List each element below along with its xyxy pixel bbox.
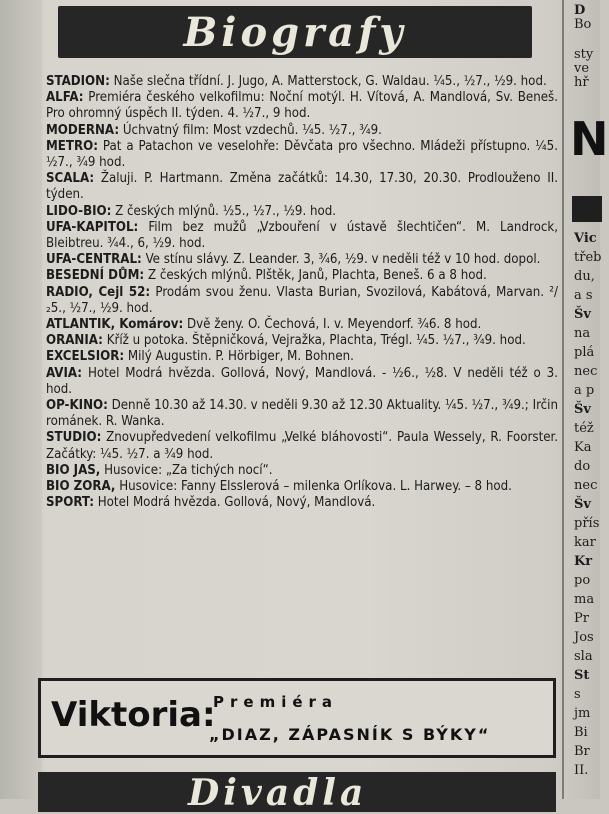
listing-text: Kříž u potoka. Štěpničková, Vejražka, Plachta, Trégl. ¼5. ½7., ¾9. hod. — [102, 333, 526, 349]
listing-entry — [46, 139, 558, 171]
adjacent-text-fragment: nec — [574, 478, 598, 493]
cinema-name: SPORT: — [46, 495, 94, 511]
adjacent-text-fragment: též — [574, 421, 594, 436]
adjacent-text-fragment: Br — [574, 744, 590, 759]
cinema-name: ORANIA: — [46, 333, 103, 349]
listing-entry — [46, 333, 558, 349]
listing-text: Ve stínu slávy. Z. Leander. 3, ¾6, ½9. v neděli též v 10 hod. dopol. — [141, 252, 541, 268]
listing-text: Milý Augustin. P. Hörbiger, M. Bohnen. — [124, 349, 354, 365]
adjacent-text-fragment: Šv — [574, 307, 591, 322]
listing-text: Hotel Modrá hvězda. Gollová, Nový, Mandlová. - ½6., ½8. V neděli též o 3. hod. — [46, 365, 558, 397]
listing-text: Prodám svou ženu. Vlasta Burian, Svozilová, Kabátová, Marvan. ²/₂5., ½7., ½9. hod. — [46, 284, 559, 316]
adjacent-text-fragment: Šv — [574, 497, 591, 512]
listing-entry — [46, 479, 558, 495]
cinema-listings — [46, 74, 558, 511]
adjacent-text-fragment: II. — [574, 763, 589, 778]
adjacent-text-fragment: přís — [574, 516, 600, 531]
adjacent-text-fragment: ve — [574, 61, 590, 76]
listing-entry — [46, 220, 558, 252]
listing-text: Naše slečna třídní. J. Jugo, A. Matterstock, G. Waldau. ¼5., ½7., ½9. hod. — [109, 74, 547, 89]
adjacent-text-fragment: Jos — [574, 630, 594, 645]
listing-entry — [46, 366, 558, 398]
next-section-banner — [38, 772, 556, 812]
cinema-name: OP-KINO: — [46, 398, 108, 414]
cinema-name: BIO JAS, — [46, 462, 101, 478]
listing-text: Z českých mlýnů. Plštěk, Janů, Plachta, Beneš. 6 a 8 hod. — [144, 268, 487, 284]
adjacent-text-fragment: Šv — [574, 402, 591, 417]
listing-text: Dvě ženy. O. Čechová, I. v. Meyendorf. ¾6. 8 hod. — [183, 317, 482, 333]
cinema-name: ATLANTIK, Komárov: — [46, 317, 184, 333]
listing-entry — [46, 463, 558, 479]
listing-text: Premiéra českého velkofilmu: Noční motýl. H. Vítová, A. Mandlová, Sv. Beneš. Pro ohromný úspěch II. týden. 4. ½7., 9 hod. — [46, 90, 558, 122]
column-rule — [562, 0, 564, 799]
listing-text: Husovice: „Za tichých nocí“. — [100, 462, 273, 478]
listing-text: Pat a Patachon ve veselohře: Děvčata pro všechno. Mládeži přístupno. ¼5. ½7., ¾9 hod. — [46, 138, 558, 171]
cinema-name: RADIO, Cejl 52: — [46, 284, 151, 300]
adjacent-text-fragment: po — [574, 573, 591, 588]
viktoria-advert — [38, 678, 556, 758]
adjacent-text-fragment: D — [574, 3, 586, 18]
listing-text: Hotel Modrá hvězda. Gollová, Nový, Mandlová. — [93, 495, 376, 511]
cinema-name: EXCELSIOR: — [46, 349, 125, 365]
listing-entry — [46, 317, 558, 333]
next-section-title: Divadla — [188, 772, 368, 814]
adjacent-text-fragment: a s — [574, 288, 593, 303]
cinema-name: UFA-CENTRAL: — [46, 252, 142, 268]
adjacent-text-fragment: du, — [574, 269, 595, 284]
cinema-name: STUDIO: — [46, 430, 102, 446]
listing-entry — [46, 268, 558, 284]
adjacent-text-fragment: sty — [574, 47, 594, 62]
cinema-name: SCALA: — [46, 171, 95, 187]
cinema-name: ALFA: — [46, 90, 84, 106]
advert-film-title: „DIAZ, ZÁPASNÍK S BÝKY“ — [209, 725, 491, 744]
listing-entry — [46, 74, 558, 90]
listing-entry — [46, 204, 558, 220]
adjacent-text-fragment: Bo — [574, 17, 592, 32]
listing-entry — [46, 252, 558, 268]
adjacent-text-fragment: kar — [574, 535, 596, 550]
listing-entry — [46, 430, 558, 462]
cinema-name: AVIA: — [46, 365, 83, 381]
listing-text: Husovice: Fanny Elsslerová – milenka Orlíkova. L. Harwey. – 8 hod. — [115, 479, 512, 495]
adjacent-text-fragment: plá — [574, 345, 595, 360]
listing-entry — [46, 495, 558, 511]
adjacent-text-fragment: jm — [574, 706, 591, 721]
cinema-name: METRO: — [46, 138, 98, 154]
cinema-name: STADION: — [46, 74, 110, 89]
adjacent-text-fragment: Bi — [574, 725, 588, 740]
adjacent-text-fragment: a p — [574, 383, 595, 398]
adjacent-text-fragment: Pr — [574, 611, 589, 626]
adjacent-text-fragment: sla — [574, 649, 593, 664]
advert-cinema-name: Viktoria: — [51, 695, 216, 735]
adjacent-text-fragment: nec — [574, 364, 598, 379]
listing-entry — [46, 171, 558, 203]
adjacent-text-fragment: hř — [574, 75, 589, 90]
listing-text: Denně 10.30 až 14.30. v neděli 9.30 až 12.30 Aktuality. ¼5. ½7., ¾9.; Irčin románek. R. Wanka. — [46, 398, 558, 430]
adjacent-text-fragment: třeb — [574, 250, 602, 265]
listing-text: Z českých mlýnů. ½5., ½7., ½9. hod. — [111, 203, 337, 219]
adjacent-text-fragment: s — [574, 687, 581, 702]
listing-entry — [46, 90, 558, 122]
adjacent-text-fragment: Ka — [574, 440, 592, 455]
listing-entry — [46, 123, 558, 139]
listing-text: Film bez mužů „Vzbouření v ústavě šlechtičen“. M. Landrock, Bleibtreu. ¾4., 6, ½9. hod. — [46, 219, 558, 252]
listing-text: Úchvatný film: Most vzdechů. ¼5. ½7., ¾9. — [119, 122, 382, 138]
cinema-name: UFA-KAPITOL: — [46, 219, 139, 235]
adjacent-text-fragment: na — [574, 326, 591, 341]
advert-label: Premiéra — [213, 693, 339, 711]
listing-text: Žaluji. P. Hartmann. Změna začátků: 14.30, 17.30, 20.30. Prodlouženo II. týden. — [46, 171, 558, 203]
cinema-name: BIO ZORA, — [46, 479, 116, 495]
section-title: Biografy — [183, 8, 407, 56]
adjacent-text-fragment: Kr — [574, 554, 593, 569]
adjacent-text-fragment: ma — [574, 592, 595, 607]
adjacent-headline-letter: N — [570, 112, 609, 166]
listing-entry — [46, 398, 558, 430]
listing-entry — [46, 285, 558, 317]
cinema-name: LIDO-BIO: — [46, 203, 112, 219]
listing-text: Znovupředvedení velkofilmu „Velké bláhovosti“. Paula Wessely, R. Foorster. Začátky: ¼5. ½7. a ¾9 hod. — [46, 430, 558, 462]
left-margin — [0, 0, 42, 799]
cinema-name: BESEDNÍ DŮM: — [46, 268, 145, 284]
cinema-name: MODERNA: — [46, 122, 120, 138]
section-banner — [58, 6, 532, 58]
adjacent-text-fragment: St — [574, 668, 590, 683]
adjacent-text-fragment: do — [574, 459, 591, 474]
listing-entry — [46, 349, 558, 365]
adjacent-text-fragment: Vic — [574, 231, 597, 246]
adjacent-black-bar — [572, 196, 602, 222]
